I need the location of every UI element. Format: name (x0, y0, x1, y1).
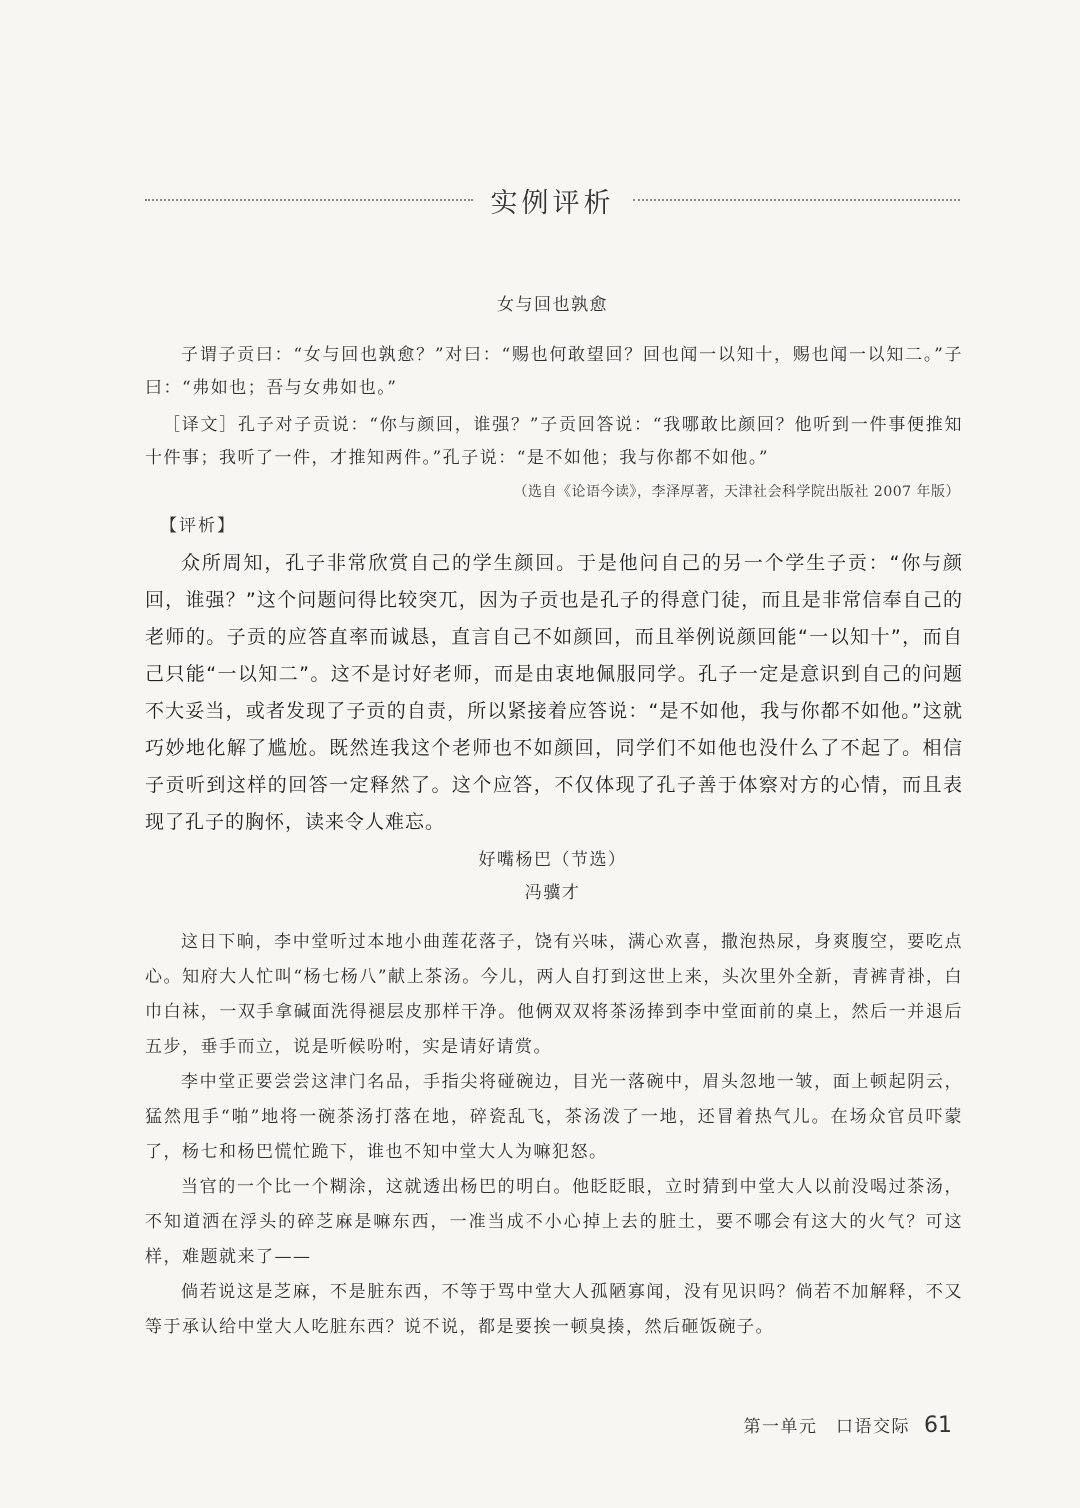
story-paragraph: 这日下晌，李中堂听过本地小曲莲花落子，饶有兴味，满心欢喜，撒泡热尿，身爽腹空，要吃点心。知府大人忙叫“杨七杨八”献上茶汤。今儿，两人自打到这世上来，头次里外全新，青裤青褂，白巾白袜，一双手拿碱面洗得褪层皮那样干净。他俩双双将茶汤捧到李中堂面前的桌上，然后一并退后五步，垂手而立，说是听候吩咐，实是请好请赏。 (145, 932, 963, 1057)
analysis-text: 众所周知，孔子非常欣赏自己的学生颜回。于是他问自己的另一个学生子贡：“你与颜回，谁强？”这个问题问得比较突兀，因为子贡也是孔子的得意门徒，而且是非常信奉自己的老师的。子贡的应答直率而诚恳，直言自己不如颜回，而且举例说颜回能“一以知十”，而自己只能“一以知二”。这不是讨好老师，而是由衷地佩服同学。孔子一定是意识到自己的问题不大妥当，或者发现了子贡的自责，所以紧接着应答说：“是不如他，我与你都不如他。”这就巧妙地化解了尴尬。既然连我这个老师也不如颜回，同学们不如他也没什么了不起了。相信子贡听到这样的回答一定释然了。这个应答，不仅体现了孔子善于体察对方的心情，而且表现了孔子的胸怀，读来令人难忘。 (145, 552, 963, 833)
story-paragraph: 当官的一个比一个糊涂，这就透出杨巴的明白。他眨眨眼，立时猜到中堂大人以前没喝过茶汤，不知道洒在浮头的碎芝麻是嘛东西，一准当成不小心掉上去的脏土，要不哪会有这大的火气？可这样，难题就来了—— (145, 1177, 963, 1267)
piece1-title: 女与回也孰愈 (497, 295, 608, 315)
page-footer (744, 1412, 953, 1438)
analysis-label: 【评析】 (160, 516, 236, 536)
piece2-title: 好嘴杨巴（节选） (478, 850, 627, 870)
section-title: 实例评析 (490, 187, 615, 219)
story-paragraph: 倘若说这是芝麻，不是脏东西，不等于骂中堂大人孤陋寡闻，没有见识吗？倘若不加解释，不又等于承认给中堂大人吃脏东西？说不说，都是要挨一顿臭揍，然后砸饭碗子。 (145, 1282, 963, 1337)
piece1-translation: ［译文］孔子对子贡说：“你与颜回，谁强？”子贡回答说：“我哪敢比颜回？他听到一件事便推知十件事；我听了一件，才推知两件。”孔子说：“是不如他；我与你都不如他。” (145, 415, 963, 468)
piece1-original-text: 子谓子贡曰：“女与回也孰愈？”对曰：“赐也何敢望回？回也闻一以知十，赐也闻一以知二。”子曰：“弗如也；吾与女弗如也。” (145, 345, 963, 398)
piece2-author: 冯骥才 (524, 883, 581, 903)
section-heading (145, 180, 960, 220)
piece1-source: （选自《论语今读》，李泽厚著，天津社会科学院出版社 2007 年版） (513, 484, 960, 500)
page-number: 61 (924, 1413, 952, 1438)
story-paragraph: 李中堂正要尝尝这津门名品，手指尖将碰碗边，目光一落碗中，眉头忽地一皱，面上顿起阴云，猛然甩手“啪”地将一碗茶汤打落在地，碎瓷乱飞，茶汤泼了一地，还冒着热气儿。在场众官员吓蒙了，杨七和杨巴慌忙跪下，谁也不知中堂大人为嘛犯怒。 (145, 1072, 963, 1162)
dotted-rule-left (145, 199, 473, 201)
dotted-rule-right (633, 199, 961, 201)
footer-unit: 第一单元 口语交际 (743, 1417, 910, 1437)
